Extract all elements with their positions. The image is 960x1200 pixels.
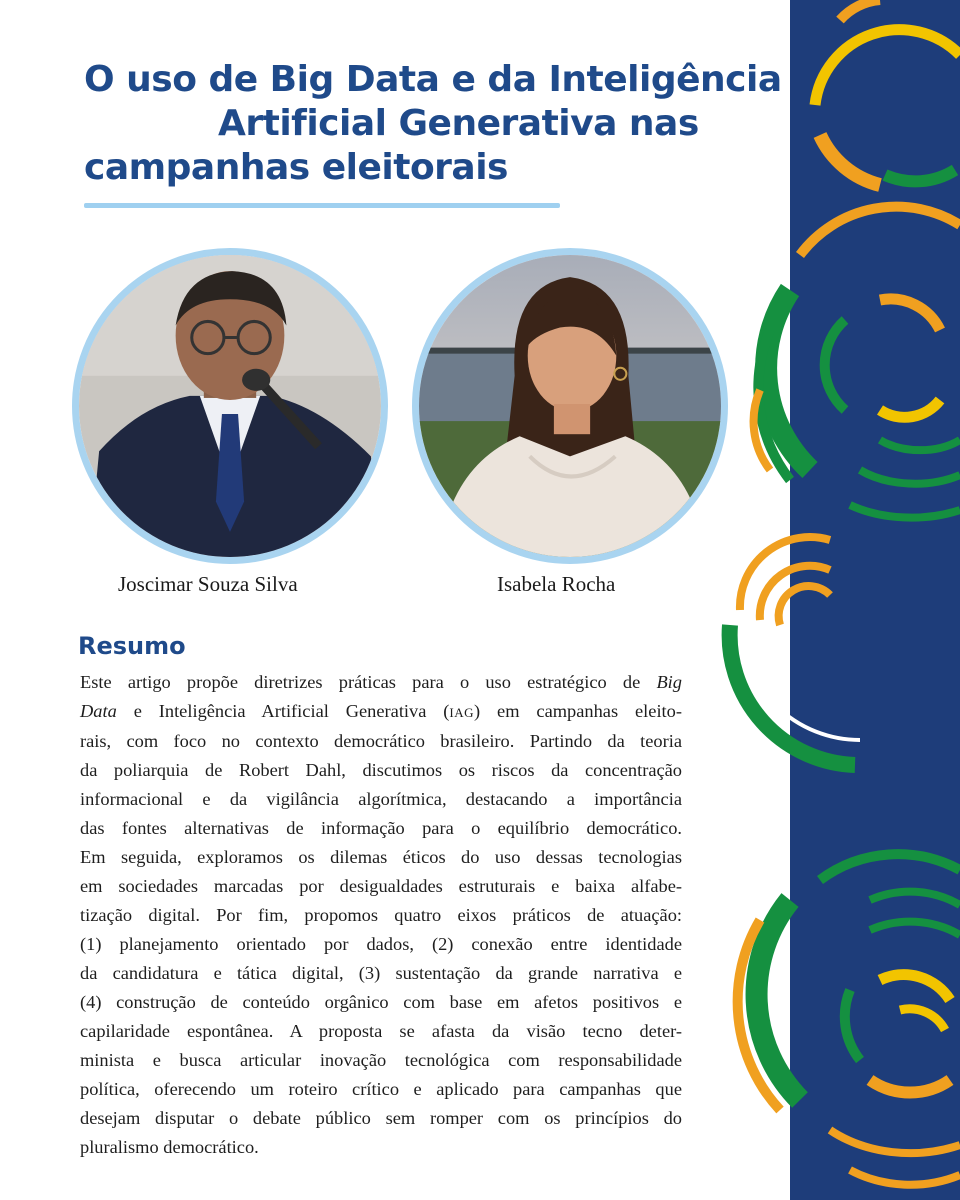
- author-name-isabela: Isabela Rocha: [497, 572, 616, 596]
- decorative-side-panel: [720, 0, 960, 1200]
- author-photo-isabela: [412, 248, 728, 564]
- resumo-heading: Resumo: [78, 632, 186, 660]
- abstract-text: Este artigo propõe diretrizes práticas para o uso estratégico de Big Data e Inteligência Artificial Generativa (IAG) em campanhas eleito- rais, com foco no contexto democrático brasileiro. Partindo da teoria da poliarquia de Robert Dahl, discutimos os riscos da concentração informacional e da vigilância algorítmica, destacando a importância das fontes alternativas de informação para o equilíbrio democrático. Em seguida, exploramos os dilemas éticos do uso dessas tecnologias em sociedades marcadas por desigualdades estruturais e baixa alfabe- tização digital. Por fim, propomos quatro eixos práticos de atuação: (1) planejamento orientado por dados, (2) conexão entre identidade da candidatura e tática digital, (3) sustentação da grande narrativa e (4) construção de conteúdo orgânico com base em afetos positivos e capilaridade espontânea. A proposta se afasta da visão tecno deter- minista e busca articular inovação tecnológica com responsabilidade política, oferecendo um roteiro crítico e aplicado para campanhas que desejam disputar o debate público sem romper com os princípios do pluralismo democrático.: [80, 672, 682, 1157]
- author-name-joscimar: Joscimar Souza Silva: [118, 572, 298, 596]
- title-underline: [84, 203, 560, 208]
- author-photo-joscimar: [72, 248, 388, 564]
- article-title: [84, 58, 782, 190]
- title-line-3: campanhas eleitorais: [84, 147, 508, 188]
- title-line-1: O uso de Big Data e da Inteligência: [84, 59, 782, 100]
- title-line-2: Artificial Generativa nas: [218, 103, 699, 144]
